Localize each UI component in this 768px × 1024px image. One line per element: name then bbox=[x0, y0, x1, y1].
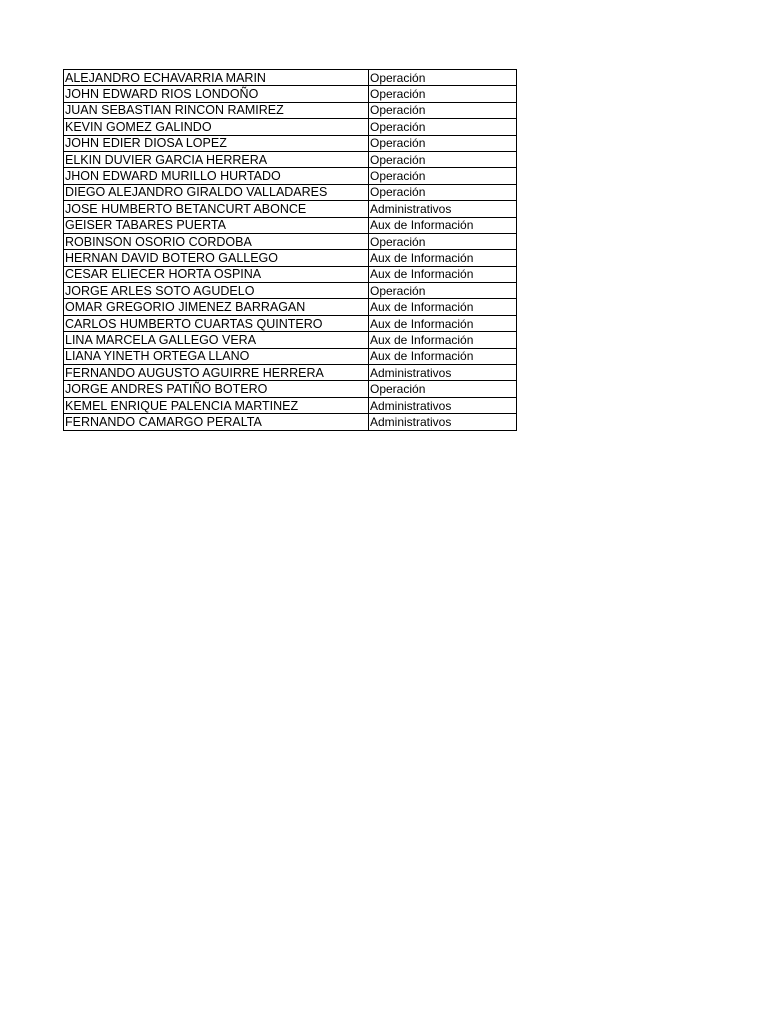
employee-name-cell: ALEJANDRO ECHAVARRIA MARIN bbox=[64, 70, 369, 86]
department-cell: Administrativos bbox=[369, 201, 517, 217]
table-row bbox=[64, 233, 517, 249]
staff-table bbox=[63, 69, 517, 431]
table-row bbox=[64, 70, 517, 86]
table-row bbox=[64, 168, 517, 184]
table-row bbox=[64, 283, 517, 299]
employee-name-cell: ROBINSON OSORIO CORDOBA bbox=[64, 233, 369, 249]
employee-name-cell: CARLOS HUMBERTO CUARTAS QUINTERO bbox=[64, 315, 369, 331]
table-row bbox=[64, 315, 517, 331]
table-row bbox=[64, 86, 517, 102]
staff-table-body bbox=[64, 70, 517, 431]
employee-name-cell: LINA MARCELA GALLEGO VERA bbox=[64, 332, 369, 348]
employee-name-cell: JORGE ARLES SOTO AGUDELO bbox=[64, 283, 369, 299]
employee-name-cell: JOSE HUMBERTO BETANCURT ABONCE bbox=[64, 201, 369, 217]
employee-name-cell: GEISER TABARES PUERTA bbox=[64, 217, 369, 233]
department-cell: Administrativos bbox=[369, 414, 517, 430]
employee-name-cell: ELKIN DUVIER GARCIA HERRERA bbox=[64, 151, 369, 167]
employee-name-cell: OMAR GREGORIO JIMENEZ BARRAGAN bbox=[64, 299, 369, 315]
employee-name-cell: JUAN SEBASTIAN RINCON RAMIREZ bbox=[64, 102, 369, 118]
department-cell: Operación bbox=[369, 86, 517, 102]
employee-name-cell: LIANA YINETH ORTEGA LLANO bbox=[64, 348, 369, 364]
table-row bbox=[64, 201, 517, 217]
table-row bbox=[64, 332, 517, 348]
department-cell: Administrativos bbox=[369, 397, 517, 413]
department-cell: Operación bbox=[369, 283, 517, 299]
employee-name-cell: FERNANDO AUGUSTO AGUIRRE HERRERA bbox=[64, 365, 369, 381]
table-row bbox=[64, 135, 517, 151]
employee-name-cell: HERNAN DAVID BOTERO GALLEGO bbox=[64, 250, 369, 266]
table-row bbox=[64, 381, 517, 397]
department-cell: Operación bbox=[369, 70, 517, 86]
department-cell: Operación bbox=[369, 151, 517, 167]
department-cell: Operación bbox=[369, 168, 517, 184]
department-cell: Operación bbox=[369, 119, 517, 135]
department-cell: Operación bbox=[369, 102, 517, 118]
table-row bbox=[64, 102, 517, 118]
table-row bbox=[64, 151, 517, 167]
department-cell: Operación bbox=[369, 184, 517, 200]
department-cell: Aux de Información bbox=[369, 266, 517, 282]
table-row bbox=[64, 397, 517, 413]
employee-name-cell: KEMEL ENRIQUE PALENCIA MARTINEZ bbox=[64, 397, 369, 413]
department-cell: Aux de Información bbox=[369, 348, 517, 364]
employee-name-cell: JOHN EDWARD RIOS LONDOÑO bbox=[64, 86, 369, 102]
department-cell: Aux de Información bbox=[369, 250, 517, 266]
table-row bbox=[64, 266, 517, 282]
table-row bbox=[64, 299, 517, 315]
department-cell: Aux de Información bbox=[369, 332, 517, 348]
department-cell: Aux de Información bbox=[369, 299, 517, 315]
table-row bbox=[64, 348, 517, 364]
employee-name-cell: DIEGO ALEJANDRO GIRALDO VALLADARES bbox=[64, 184, 369, 200]
table-row bbox=[64, 250, 517, 266]
department-cell: Aux de Información bbox=[369, 315, 517, 331]
employee-name-cell: JORGE ANDRES PATIÑO BOTERO bbox=[64, 381, 369, 397]
employee-name-cell: JOHN EDIER DIOSA LOPEZ bbox=[64, 135, 369, 151]
department-cell: Aux de Información bbox=[369, 217, 517, 233]
employee-name-cell: CESAR ELIECER HORTA OSPINA bbox=[64, 266, 369, 282]
table-row bbox=[64, 414, 517, 430]
department-cell: Operación bbox=[369, 233, 517, 249]
department-cell: Operación bbox=[369, 135, 517, 151]
table-row bbox=[64, 365, 517, 381]
table-row bbox=[64, 184, 517, 200]
table-row bbox=[64, 119, 517, 135]
department-cell: Administrativos bbox=[369, 365, 517, 381]
department-cell: Operación bbox=[369, 381, 517, 397]
employee-name-cell: KEVIN GOMEZ GALINDO bbox=[64, 119, 369, 135]
employee-name-cell: JHON EDWARD MURILLO HURTADO bbox=[64, 168, 369, 184]
employee-name-cell: FERNANDO CAMARGO PERALTA bbox=[64, 414, 369, 430]
table-row bbox=[64, 217, 517, 233]
